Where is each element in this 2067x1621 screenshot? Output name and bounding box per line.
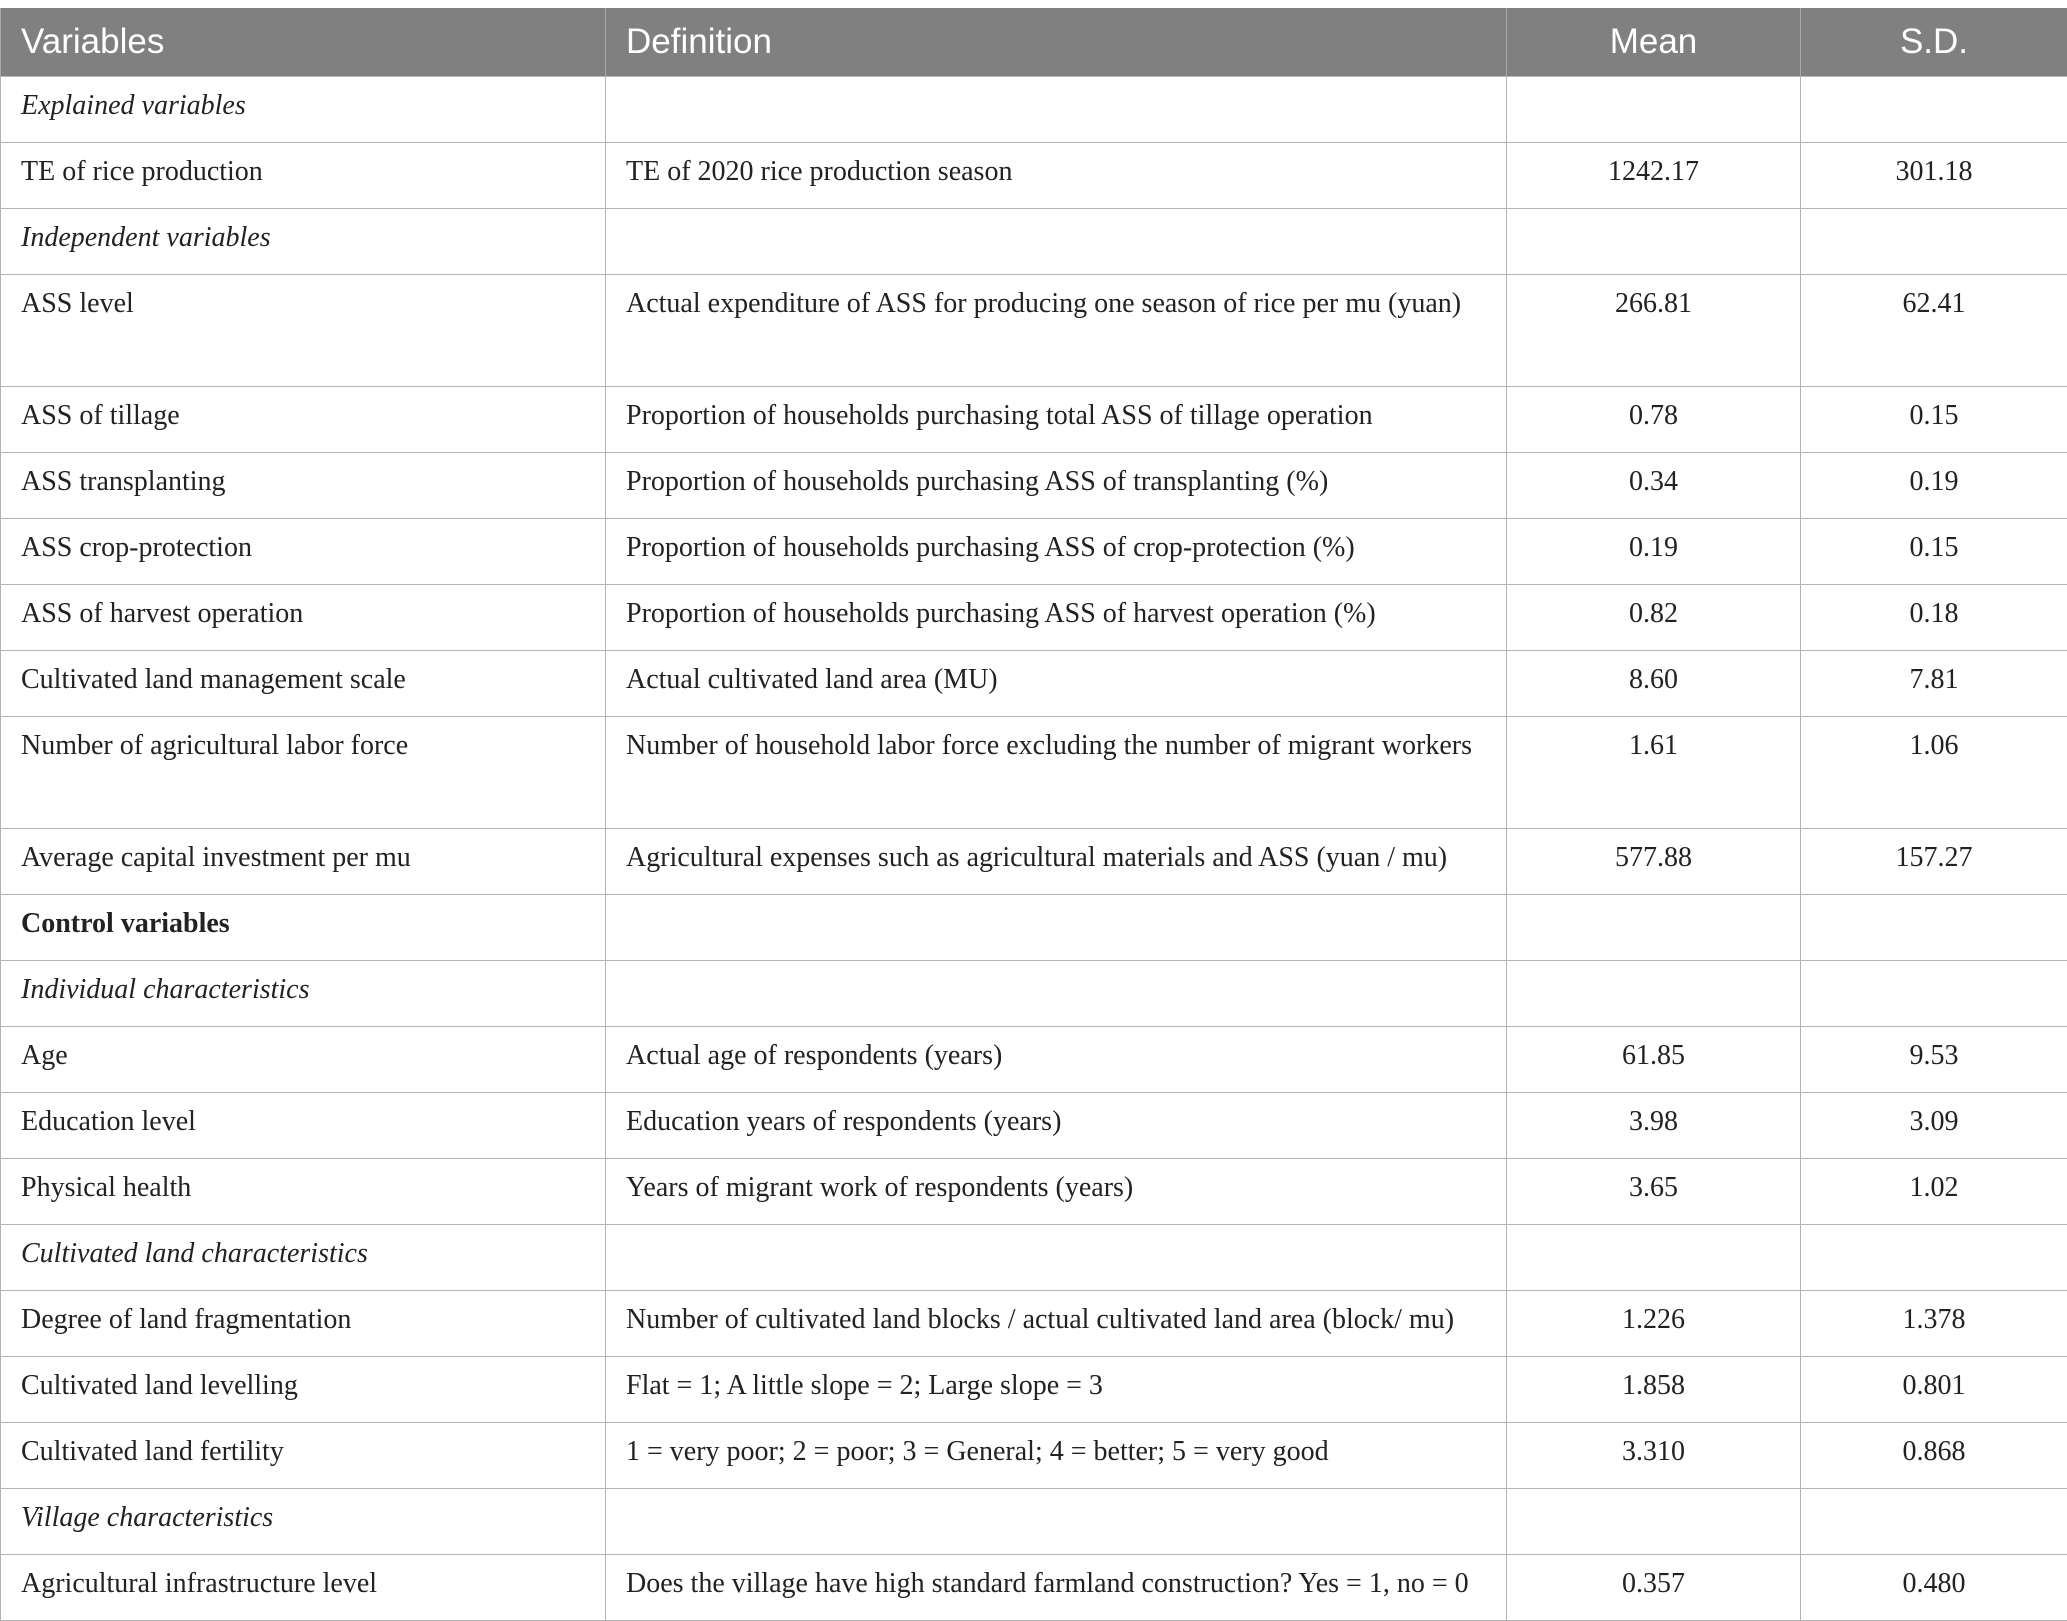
mean-cell: 3.310 — [1507, 1423, 1801, 1489]
sd-cell: 9.53 — [1801, 1027, 2067, 1093]
mean-cell: 1.226 — [1507, 1291, 1801, 1357]
variable-cell: Individual characteristics — [1, 961, 606, 1027]
definition-cell: Actual cultivated land area (MU) — [606, 651, 1507, 717]
definition-cell: Agricultural expenses such as agricultural materials and ASS (yuan / mu) — [606, 829, 1507, 895]
variable-cell: Degree of land fragmentation — [1, 1291, 606, 1357]
mean-cell: 1.61 — [1507, 717, 1801, 829]
table-row — [1, 1159, 2067, 1225]
variable-cell: ASS transplanting — [1, 453, 606, 519]
mean-cell: 0.19 — [1507, 519, 1801, 585]
sd-cell: 157.27 — [1801, 829, 2067, 895]
mean-cell: 1242.17 — [1507, 143, 1801, 209]
mean-cell: 0.78 — [1507, 387, 1801, 453]
definition-cell — [606, 961, 1507, 1027]
variables-table — [0, 8, 2067, 1621]
table-header-row — [1, 8, 2067, 77]
table-row — [1, 387, 2067, 453]
mean-cell — [1507, 961, 1801, 1027]
table-row — [1, 1291, 2067, 1357]
table-body — [1, 77, 2067, 1621]
definition-cell: TE of 2020 rice production season — [606, 143, 1507, 209]
header-mean: Mean — [1507, 8, 1801, 77]
table-row — [1, 453, 2067, 519]
definition-cell: Proportion of households purchasing ASS of transplanting (%) — [606, 453, 1507, 519]
variable-cell: Control variables — [1, 895, 606, 961]
table-row — [1, 1357, 2067, 1423]
variable-cell: ASS of tillage — [1, 387, 606, 453]
mean-cell — [1507, 209, 1801, 275]
mean-cell: 0.357 — [1507, 1555, 1801, 1621]
sd-cell — [1801, 895, 2067, 961]
mean-cell: 3.98 — [1507, 1093, 1801, 1159]
variable-cell: Age — [1, 1027, 606, 1093]
table-row — [1, 519, 2067, 585]
sd-cell — [1801, 1489, 2067, 1555]
sd-cell: 1.06 — [1801, 717, 2067, 829]
definition-cell: Actual expenditure of ASS for producing one season of rice per mu (yuan) — [606, 275, 1507, 387]
sd-cell: 3.09 — [1801, 1093, 2067, 1159]
variable-cell: Cultivated land fertility — [1, 1423, 606, 1489]
table-row — [1, 961, 2067, 1027]
sd-cell: 0.18 — [1801, 585, 2067, 651]
definition-cell — [606, 895, 1507, 961]
mean-cell: 577.88 — [1507, 829, 1801, 895]
definition-cell — [606, 1489, 1507, 1555]
table-row — [1, 895, 2067, 961]
table-row — [1, 585, 2067, 651]
variable-cell: Explained variables — [1, 77, 606, 143]
variable-cell: Cultivated land levelling — [1, 1357, 606, 1423]
mean-cell: 3.65 — [1507, 1159, 1801, 1225]
definition-cell: Flat = 1; A little slope = 2; Large slope = 3 — [606, 1357, 1507, 1423]
mean-cell: 61.85 — [1507, 1027, 1801, 1093]
definition-cell: Actual age of respondents (years) — [606, 1027, 1507, 1093]
variable-cell: Physical health — [1, 1159, 606, 1225]
variable-cell: Average capital investment per mu — [1, 829, 606, 895]
sd-cell — [1801, 1225, 2067, 1291]
table-row — [1, 77, 2067, 143]
sd-cell: 0.868 — [1801, 1423, 2067, 1489]
definition-cell: Years of migrant work of respondents (years) — [606, 1159, 1507, 1225]
sd-cell: 0.801 — [1801, 1357, 2067, 1423]
mean-cell — [1507, 1225, 1801, 1291]
variable-cell: Cultivated land management scale — [1, 651, 606, 717]
mean-cell: 8.60 — [1507, 651, 1801, 717]
table-row — [1, 209, 2067, 275]
sd-cell: 1.378 — [1801, 1291, 2067, 1357]
header-sd: S.D. — [1801, 8, 2067, 77]
mean-cell — [1507, 1489, 1801, 1555]
mean-cell: 0.82 — [1507, 585, 1801, 651]
table-row — [1, 1555, 2067, 1621]
sd-cell — [1801, 209, 2067, 275]
variable-cell: Independent variables — [1, 209, 606, 275]
mean-cell: 1.858 — [1507, 1357, 1801, 1423]
mean-cell: 266.81 — [1507, 275, 1801, 387]
definition-cell: Number of cultivated land blocks / actual cultivated land area (block/ mu) — [606, 1291, 1507, 1357]
sd-cell: 7.81 — [1801, 651, 2067, 717]
table-row — [1, 1423, 2067, 1489]
definition-cell: Proportion of households purchasing ASS of crop-protection (%) — [606, 519, 1507, 585]
mean-cell: 0.34 — [1507, 453, 1801, 519]
sd-cell — [1801, 961, 2067, 1027]
definition-cell: Education years of respondents (years) — [606, 1093, 1507, 1159]
variable-cell: Cultivated land characteristics — [1, 1225, 606, 1291]
variable-cell: Education level — [1, 1093, 606, 1159]
variable-cell: ASS of harvest operation — [1, 585, 606, 651]
sd-cell: 0.480 — [1801, 1555, 2067, 1621]
sd-cell: 0.15 — [1801, 387, 2067, 453]
table-row — [1, 1489, 2067, 1555]
mean-cell — [1507, 895, 1801, 961]
definition-cell: 1 = very poor; 2 = poor; 3 = General; 4 = better; 5 = very good — [606, 1423, 1507, 1489]
definition-cell — [606, 77, 1507, 143]
sd-cell: 0.19 — [1801, 453, 2067, 519]
variable-cell: ASS level — [1, 275, 606, 387]
definition-cell — [606, 1225, 1507, 1291]
variable-cell: Agricultural infrastructure level — [1, 1555, 606, 1621]
variable-cell: Village characteristics — [1, 1489, 606, 1555]
definition-cell: Number of household labor force excluding the number of migrant workers — [606, 717, 1507, 829]
table-row — [1, 651, 2067, 717]
table-row — [1, 275, 2067, 387]
sd-cell: 1.02 — [1801, 1159, 2067, 1225]
sd-cell: 301.18 — [1801, 143, 2067, 209]
variable-cell: Number of agricultural labor force — [1, 717, 606, 829]
variable-cell: ASS crop-protection — [1, 519, 606, 585]
header-definition: Definition — [606, 8, 1507, 77]
definition-cell: Proportion of households purchasing total ASS of tillage operation — [606, 387, 1507, 453]
definition-cell: Proportion of households purchasing ASS of harvest operation (%) — [606, 585, 1507, 651]
sd-cell — [1801, 77, 2067, 143]
sd-cell: 62.41 — [1801, 275, 2067, 387]
table-row — [1, 1027, 2067, 1093]
definition-cell: Does the village have high standard farmland construction? Yes = 1, no = 0 — [606, 1555, 1507, 1621]
variable-cell: TE of rice production — [1, 143, 606, 209]
header-variables: Variables — [1, 8, 606, 77]
definition-cell — [606, 209, 1507, 275]
table-row — [1, 1093, 2067, 1159]
table-row — [1, 1225, 2067, 1291]
mean-cell — [1507, 77, 1801, 143]
sd-cell: 0.15 — [1801, 519, 2067, 585]
table-row — [1, 829, 2067, 895]
table-row — [1, 143, 2067, 209]
table-row — [1, 717, 2067, 829]
